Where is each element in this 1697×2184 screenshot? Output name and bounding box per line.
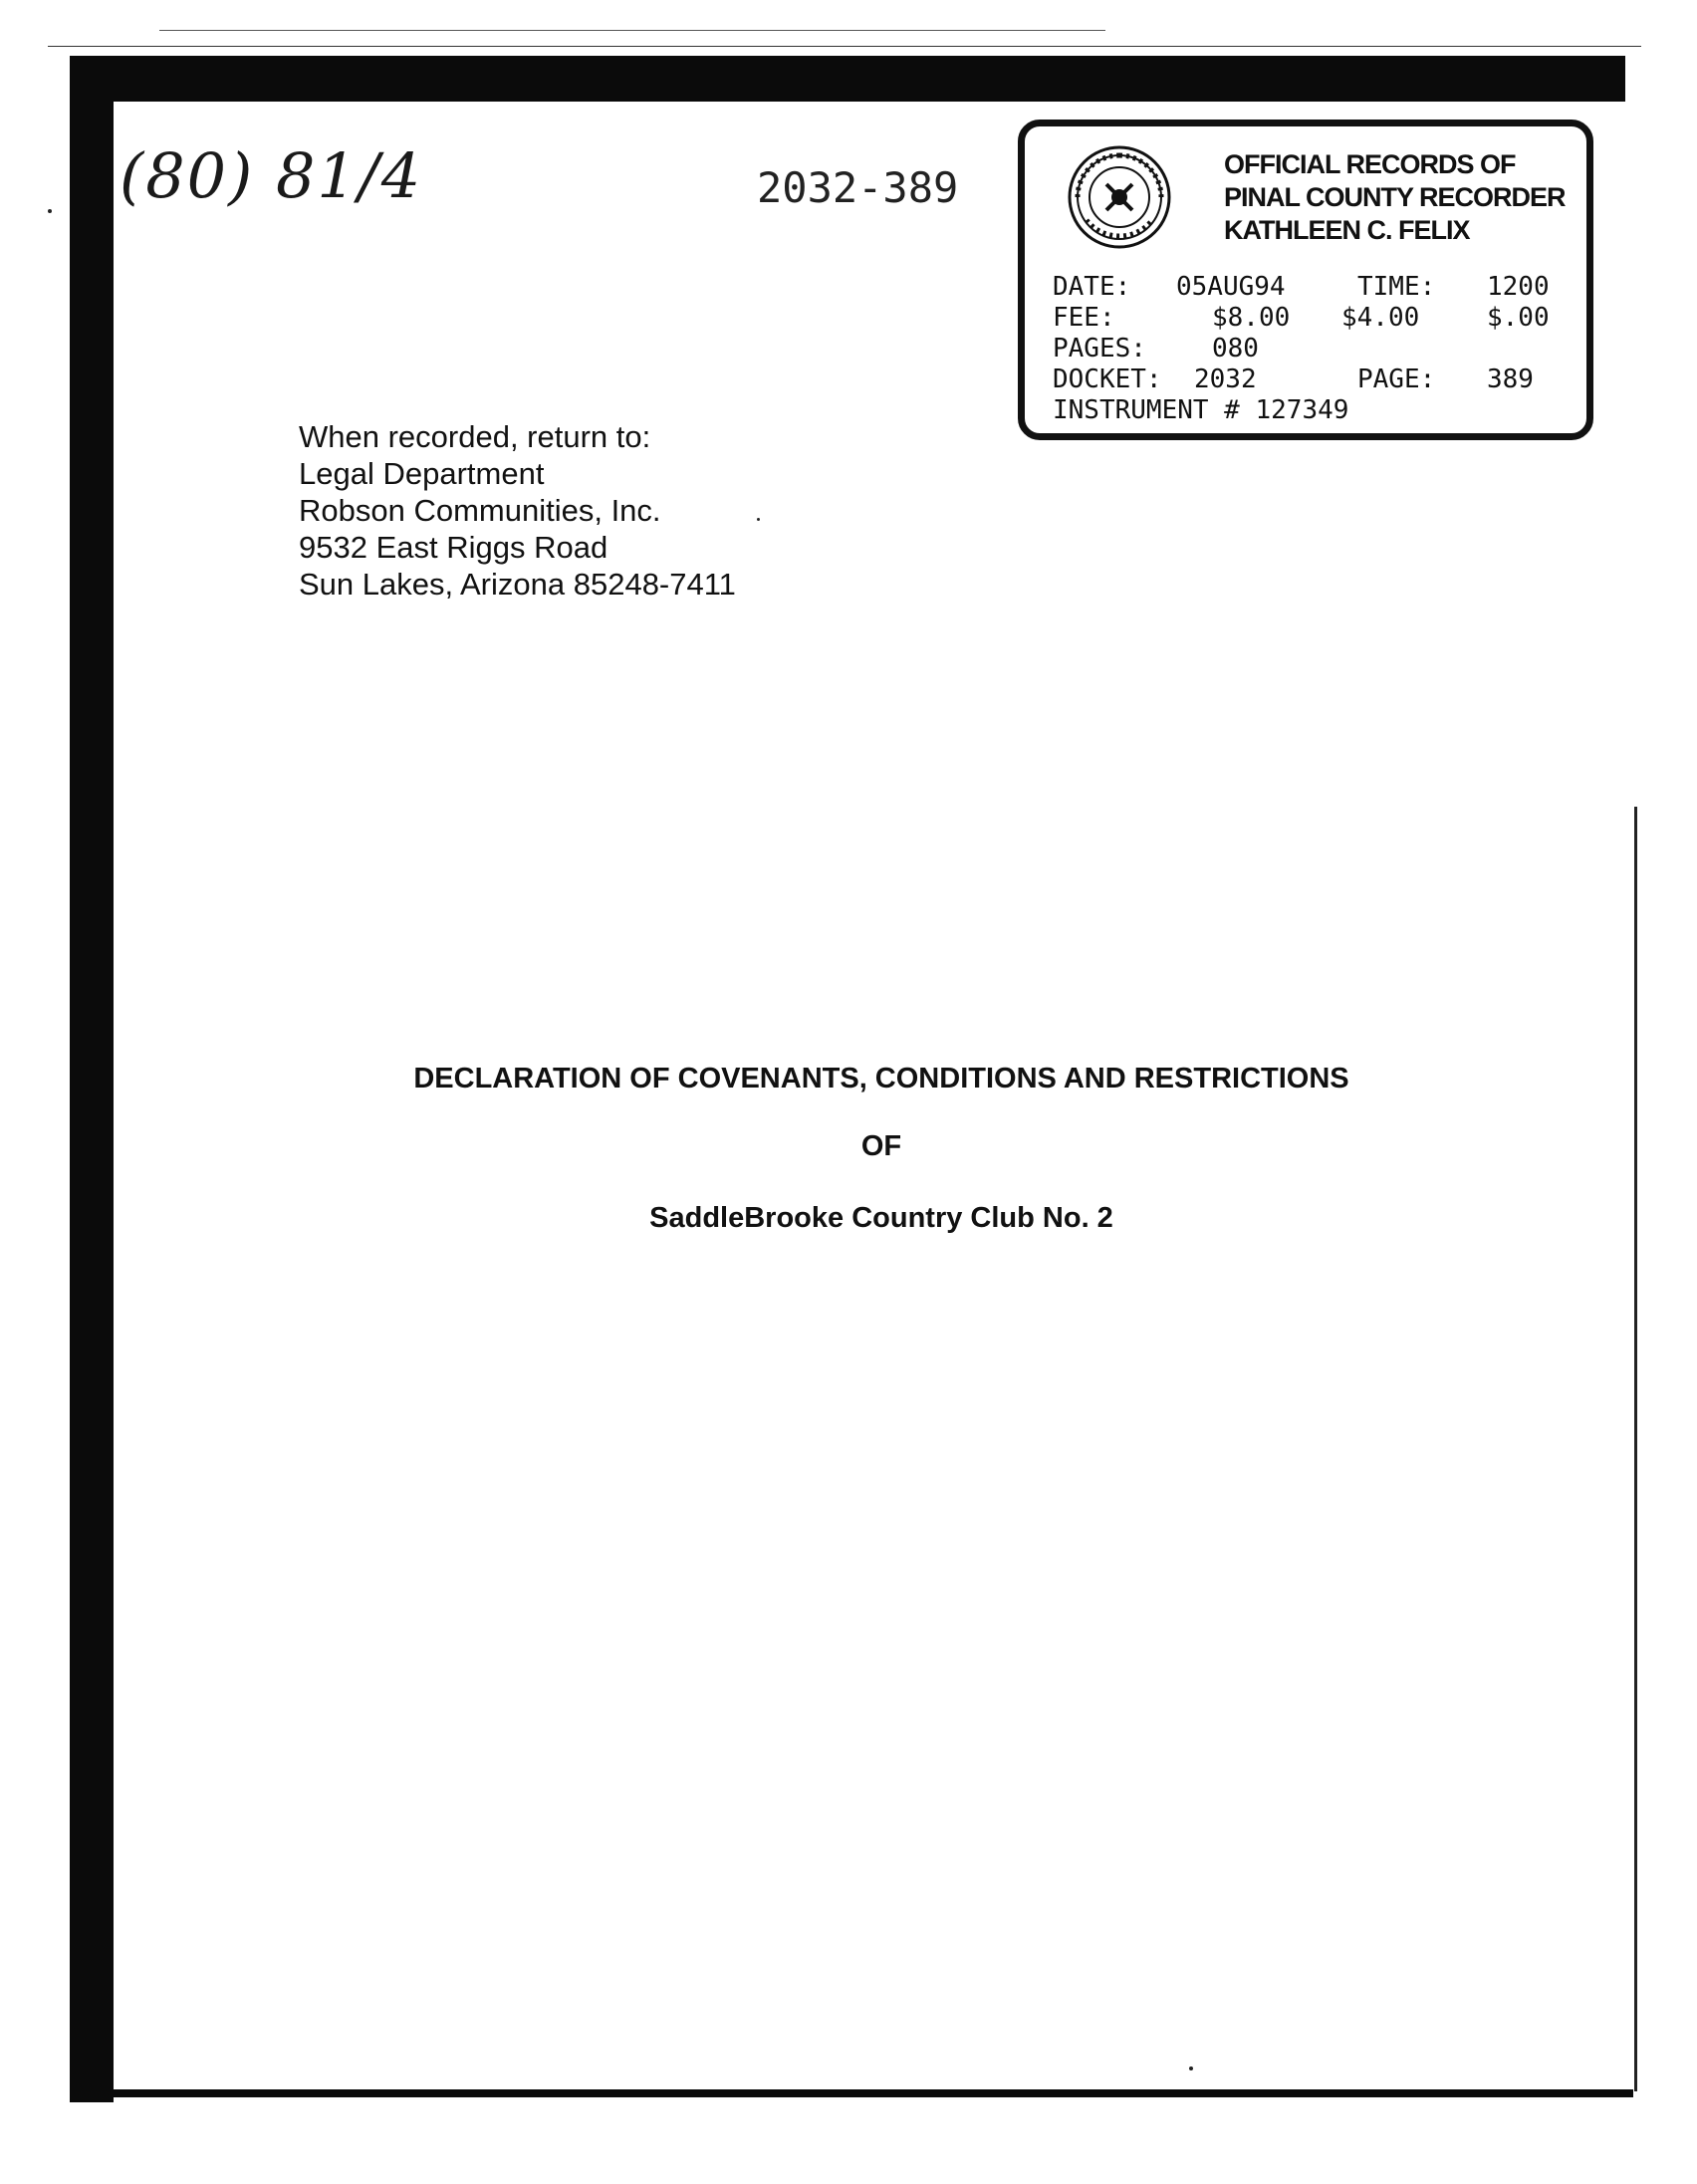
- scan-speck: [48, 209, 52, 213]
- handwritten-note: (80) 81/4: [120, 139, 423, 212]
- pages-label: PAGES:: [1053, 334, 1146, 364]
- fee-value: $8.00: [1212, 303, 1291, 333]
- docket-label: DOCKET:: [1053, 364, 1162, 394]
- fee-value: $4.00: [1341, 303, 1420, 333]
- document-number: 2032-389: [757, 163, 959, 212]
- return-address-line: Robson Communities, Inc.: [299, 493, 661, 528]
- stamp-heading-line: OFFICIAL RECORDS OF: [1224, 149, 1516, 179]
- pages-value: 080: [1212, 334, 1259, 364]
- page-value: 389: [1487, 364, 1534, 394]
- page-label: PAGE:: [1357, 364, 1436, 394]
- document-title-of: OF: [860, 1130, 902, 1162]
- time-value: 1200: [1487, 272, 1550, 302]
- scan-border-right: [1634, 807, 1637, 2091]
- county-seal-icon: [1067, 144, 1172, 250]
- document-subtitle: SaddleBrooke Country Club No. 2: [649, 1202, 1113, 1234]
- date-label: DATE:: [1053, 272, 1131, 302]
- scan-border-bottom: [80, 2089, 1633, 2097]
- scan-edge-line: [48, 46, 1641, 47]
- fee-label: FEE:: [1053, 303, 1115, 333]
- document-title: DECLARATION OF COVENANTS, CONDITIONS AND RESTRICTIONS: [413, 1063, 1349, 1094]
- stamp-heading-line: PINAL COUNTY RECORDER: [1224, 182, 1566, 212]
- fee-value: $.00: [1487, 303, 1550, 333]
- scan-edge-line: [159, 30, 1105, 31]
- time-label: TIME:: [1357, 272, 1436, 302]
- recorder-stamp: [1018, 120, 1593, 440]
- scan-speck: [757, 518, 760, 521]
- return-address-line: Legal Department: [299, 456, 545, 491]
- date-value: 05AUG94: [1176, 272, 1286, 302]
- return-address-line: When recorded, return to:: [299, 419, 651, 454]
- stamp-heading: [1224, 148, 1566, 247]
- scan-speck: [1189, 2066, 1193, 2070]
- return-address-line: 9532 East Riggs Road: [299, 530, 608, 565]
- stamp-heading-line: KATHLEEN C. FELIX: [1224, 215, 1470, 245]
- docket-value: 2032: [1194, 364, 1257, 394]
- scan-border-top: [70, 56, 1625, 102]
- return-address: [299, 418, 736, 603]
- instrument-number: INSTRUMENT # 127349: [1053, 395, 1349, 425]
- return-address-line: Sun Lakes, Arizona 85248-7411: [299, 567, 736, 602]
